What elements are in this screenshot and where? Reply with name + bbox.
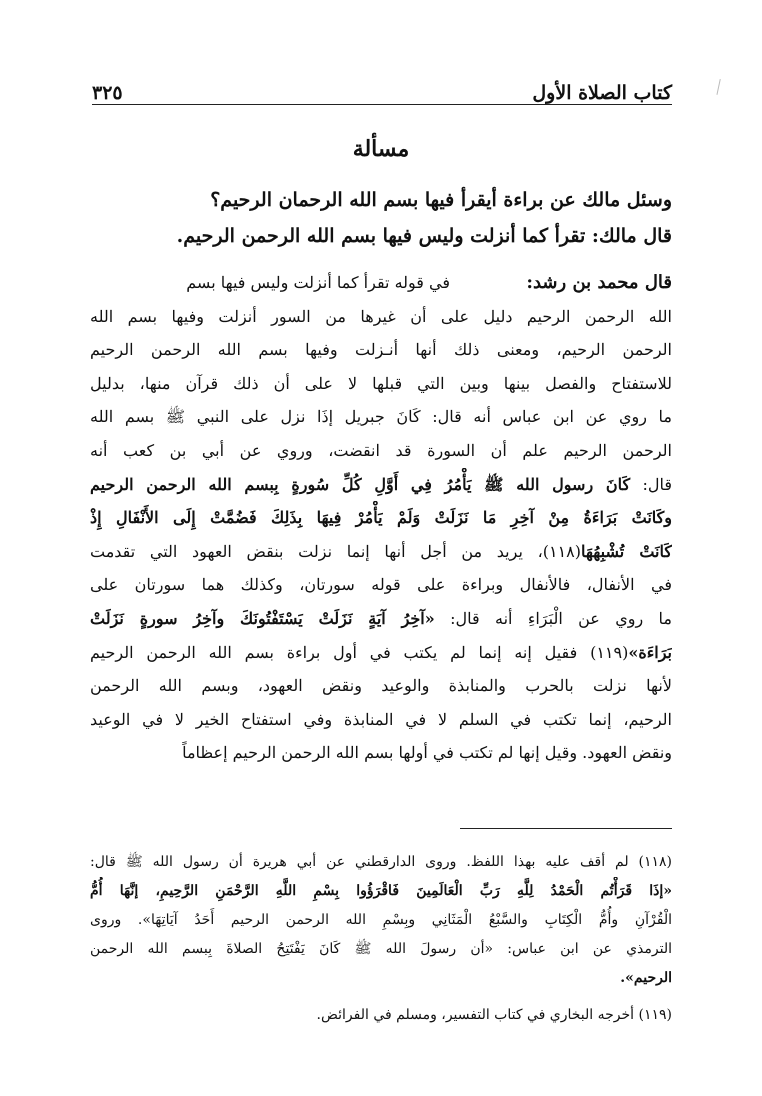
commentary-line: الله الرحمن الرحيم دليل على أن غيرها من السور أنزلت وفيها بسم الله <box>90 306 672 326</box>
hadith-quote: بَرَاءَة» <box>628 642 672 662</box>
page-number: ٣٢٥ <box>92 82 123 104</box>
footnotes-block <box>90 848 672 1030</box>
footnote-119: (١١٩) أخرجه البخاري في كتاب التفسير، ومسلم في الفرائض. <box>316 1007 672 1023</box>
commentary-line: للاستفتاح والفصل بينها وبين التي قبلها لا على أن ذلك قرآن منها، بدليل <box>90 373 672 393</box>
commentary-line <box>90 535 672 569</box>
commentary-line: ونقض العهود. وقيل إنها لم تكتب في أولها بسم الله الرحمن الرحيم إعظاماً <box>182 743 672 763</box>
commentary-line <box>90 636 672 670</box>
book-title: كتاب الصلاة الأول <box>532 82 672 104</box>
hadith-quote: كَانَتْ تُشْبِهُهَا <box>581 541 672 561</box>
running-header <box>92 76 672 104</box>
hadith-quote: كَانَ رسول الله ﷺ يَأْمُرُ فِي أَوَّلِ كُلِّ سُورةٍ بِبسم الله الرحمن الرحيم <box>90 474 631 494</box>
margin-mark <box>716 79 730 97</box>
speaker-label: قال محمد بن رشد: <box>526 272 672 293</box>
footnote-118-line: الْقُرْآنِ وأُمُّ الْكِتَابِ والسَّبْعُ الْمَثَانِي وبِسْمِ الله الرحمن الرحيم أَحَدُ آيَاتِهَا». وروى <box>90 912 672 928</box>
commentary-line: الرحيم، إنما تكتب في السلم لا في المنابذة وفي استفتاح الخير لا في الوعيد <box>90 709 672 729</box>
question-block <box>90 182 672 254</box>
footnote-118-line: (١١٨) لم أقف عليه بهذا اللفظ. وروى الدارقطني عن أبي هريرة أن رسول الله ﷺ قال: <box>90 854 672 870</box>
footnote-118-line: الترمذي عن ابن عباس: «أن رسولَ الله ﷺ كَانَ يَفْتَتِحُ الصلاةَ بِبسم الله الرحمن <box>90 941 672 957</box>
commentary-line <box>90 468 672 502</box>
footnote-118-line: «إذَا قَرَأْتُم الْحَمْدُ لِلَّهِ رَبِّ الْعَالَمِينَ فَاقْرَؤُوا بِسْمِ اللَّهِ الرَّحْمَنِ الرَّحِيمِ، إنَّهَا أُمُّ <box>90 883 672 899</box>
hadith-quote: وكَانَتْ بَرَاءَةُ مِنْ آخِرِ مَا نَزَلَتْ وَلَمْ يَأْمُرْ فِيهَا بِذَلِكَ فَضُمَّتْ إِلَى الأَنْفَالِ إِذْ <box>90 508 672 528</box>
footnote-118-line: الرحيم». <box>620 970 672 986</box>
hadith-quote: «آخِرُ آيَةٍ نَزَلَتْ يَسْتَفْتُونَكَ وآخِرُ سورةٍ نَزَلَتْ <box>90 608 435 628</box>
question-line: وسئل مالك عن براءة أيقرأ فيها بسم الله الرحمان الرحيم؟ <box>210 189 672 211</box>
commentary-line: في الأنفال، فالأنفال وبراءة على قوله سورتان، وكذلك هما سورتان على <box>90 575 672 595</box>
commentary-line: الرحمن الرحيم، ومعنى ذلك أنها أنـزلت وفيها بسم الله الرحمن الرحيم <box>90 340 672 360</box>
commentary-line: لأنها نزلت بالحرب والمنابذة والوعيد ونقض العهود، وبسم الله الرحمن <box>90 676 672 696</box>
commentary-line: الرحمن الرحيم علم أن السورة قد انقضت، وروي عن أبي بن كعب أنه <box>90 440 672 460</box>
answer-line: قال مالك: تقرأ كما أنزلت وليس فيها بسم الله الرحمن الرحيم. <box>176 225 672 247</box>
commentary-text: (١١٩) فقيل إنه إنما لم يكتب في أول براءة بسم الله الرحمن الرحيم <box>90 642 629 662</box>
header-rule <box>92 104 672 105</box>
commentary-text: ما روي عن الْبَرَاءِ أنه قال: <box>450 608 672 628</box>
commentary-text: (١١٨)، يريد من أجل أنها إنما نزلت بنقض العهود التي تقدمت <box>90 541 582 561</box>
commentary-block <box>90 266 672 770</box>
commentary-text: في قوله تقرأ كما أنزلت وليس فيها بسم <box>186 273 451 292</box>
commentary-line <box>90 602 672 636</box>
commentary-line <box>90 266 672 300</box>
footnote-rule <box>460 828 672 829</box>
commentary-line: ما روي عن ابن عباس أنه قال: كَانَ جبريل إذَا نزل على النبي ﷺ بسم الله <box>90 407 672 427</box>
commentary-text: قال: <box>642 474 672 494</box>
section-title: مسألة <box>352 136 410 162</box>
